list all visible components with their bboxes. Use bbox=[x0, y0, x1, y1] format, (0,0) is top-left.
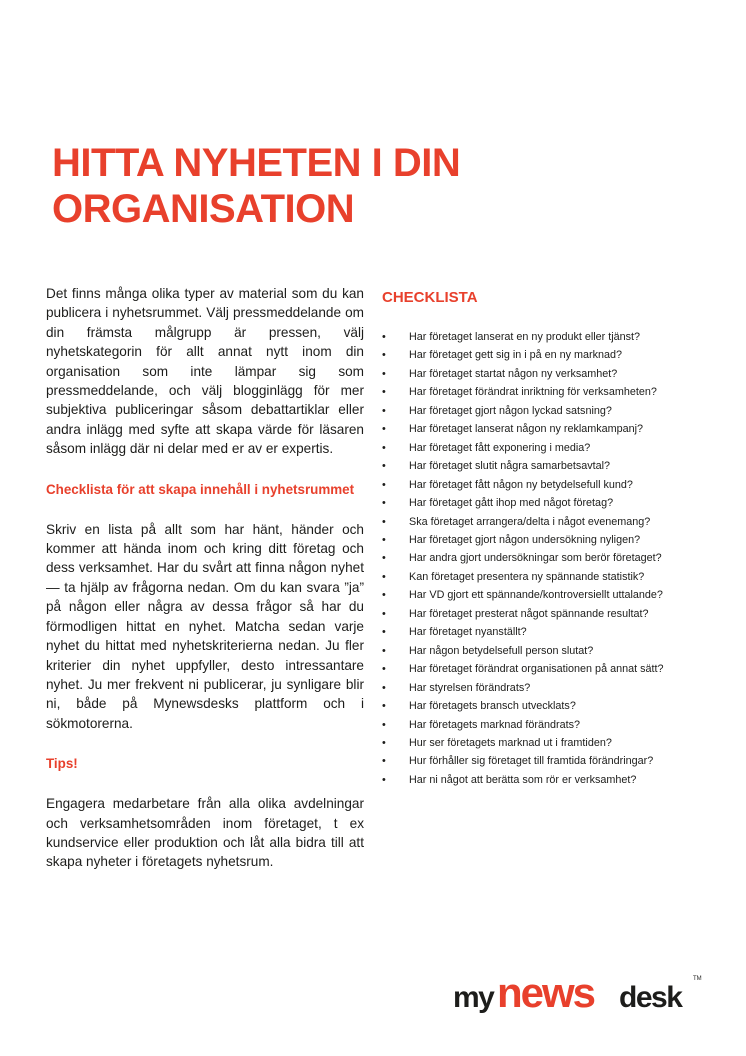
checklist-item bbox=[382, 513, 702, 531]
bullet-icon: • bbox=[382, 681, 386, 694]
mynewsdesk-logo bbox=[453, 969, 703, 1016]
tips-heading: Tips! bbox=[46, 756, 78, 772]
bullet-icon: • bbox=[382, 460, 386, 473]
bullet-icon: • bbox=[382, 386, 386, 399]
logo-trademark: TM bbox=[693, 976, 702, 982]
logo-text-news: news bbox=[497, 969, 595, 1016]
checklist-item bbox=[382, 476, 702, 494]
checklist-item bbox=[382, 457, 702, 475]
checklist-item-text: Har företaget gått ihop med något företag? bbox=[409, 497, 614, 510]
checklist-item bbox=[382, 494, 702, 512]
section-paragraph: Skriv en lista på allt som har hänt, händer och kommer att hända inom och kring ditt företag och dess verksamhet. Har du svårt att finna någon nyhet — ta hjälp av frågorna nedan. Om du kan svara ”ja” på någon eller några av dessa frågor så har du förmodligen hittat en nyhet. Matcha sedan varje nyhet du hittat med nyhetskriterierna nedan. Ju fler kriterier din nyhet uppfyller, desto intressantare nyhet. Ju mer frekvent ni publicerar, ju synligare blir ni, både på Mynewsdesks plattform och i sökmotorerna. bbox=[46, 521, 364, 731]
left-column bbox=[46, 284, 364, 872]
checklist-item-text: Har företaget gjort någon undersökning nyligen? bbox=[409, 533, 641, 546]
checklist-item-text: Har företagets marknad förändrats? bbox=[409, 718, 581, 731]
bullet-icon: • bbox=[382, 441, 386, 454]
checklist-item bbox=[382, 586, 702, 604]
checklist-item-text: Hur förhåller sig företaget till framtida förändringar? bbox=[409, 755, 654, 768]
bullet-icon: • bbox=[382, 718, 386, 731]
checklist-item bbox=[382, 660, 702, 678]
checklist-item bbox=[382, 439, 702, 457]
bullet-icon: • bbox=[382, 700, 386, 713]
checklist-item bbox=[382, 734, 702, 752]
bullet-icon: • bbox=[382, 755, 386, 768]
bullet-icon: • bbox=[382, 607, 386, 620]
checklist-item bbox=[382, 549, 702, 567]
bullet-icon: • bbox=[382, 552, 386, 565]
checklist-item bbox=[382, 605, 702, 623]
bullet-icon: • bbox=[382, 533, 386, 546]
checklist-item-text: Ska företaget arrangera/delta i något evenemang? bbox=[409, 515, 651, 528]
bullet-icon: • bbox=[382, 663, 386, 676]
checklist-item-text: Har VD gjort ett spännande/kontroversiellt uttalande? bbox=[409, 589, 663, 602]
bullet-icon: • bbox=[382, 626, 386, 639]
checklist-item bbox=[382, 420, 702, 438]
section-heading: Checklista för att skapa innehåll i nyhetsrummet bbox=[46, 481, 355, 497]
bullet-icon: • bbox=[382, 367, 386, 380]
checklist-item bbox=[382, 402, 702, 420]
checklist-item-text: Har andra gjort undersökningar som berör företaget? bbox=[409, 552, 662, 565]
bullet-icon: • bbox=[382, 570, 386, 583]
tips-paragraph: Engagera medarbetare från alla olika avdelningar och verksamhetsområden inom företaget, t ex kundservice eller produktion och låt alla bidra till att skapa nyheter i företagets nyhetsrum. bbox=[46, 796, 364, 870]
checklist-item-text: Har företaget nyanställt? bbox=[409, 626, 527, 639]
checklist-heading: CHECKLISTA bbox=[382, 289, 478, 306]
checklist-item bbox=[382, 568, 702, 586]
checklist-item bbox=[382, 679, 702, 697]
checklist-item-text: Har företaget presterat något spännande resultat? bbox=[409, 607, 649, 620]
checklist-item bbox=[382, 716, 702, 734]
checklist-item-text: Har företaget gett sig in i på en ny marknad? bbox=[409, 349, 623, 362]
right-column bbox=[382, 288, 702, 786]
checklist-item bbox=[382, 346, 702, 364]
logo-text-my: my bbox=[453, 981, 494, 1014]
checklist-item-text: Har företaget lanserat någon ny reklamkampanj? bbox=[409, 423, 644, 436]
bullet-icon: • bbox=[382, 515, 386, 528]
checklist-item-text: Har företaget gjort någon lyckad satsning? bbox=[409, 404, 612, 417]
bullet-icon: • bbox=[382, 497, 386, 510]
checklist-item-text: Har företaget startat någon ny verksamhet? bbox=[409, 367, 618, 380]
logo-text-desk: desk bbox=[619, 981, 682, 1014]
checklist-item-text: Kan företaget presentera ny spännande statistik? bbox=[409, 570, 645, 583]
checklist-item-text: Har företaget fått exponering i media? bbox=[409, 441, 591, 454]
checklist-item bbox=[382, 383, 702, 401]
page-title: HITTA NYHETEN I DIN ORGANISATION bbox=[52, 141, 461, 231]
checklist-item bbox=[382, 697, 702, 715]
checklist-item-text: Har företaget förändrat organisationen på annat sätt? bbox=[409, 663, 664, 676]
intro-paragraph: Det finns många olika typer av material som du kan publicera i nyhetsrummet. Välj pressmeddelande om din främsta målgrupp är pressen, välj nyhetskategorin för allt annat nytt inom din organisation som inte lämpar sig som pressmeddelande, och välj blogginlägg för mer subjektiva publiceringar såsom debattartiklar eller andra inlägg med syfte att skapa värde för läsaren såsom inlägg där ni delar med er av er expertis. bbox=[46, 286, 364, 457]
checklist-item bbox=[382, 642, 702, 660]
checklist-item bbox=[382, 531, 702, 549]
bullet-icon: • bbox=[382, 331, 386, 343]
bullet-icon: • bbox=[382, 773, 386, 786]
checklist-item-text: Har ni något att berätta som rör er verksamhet? bbox=[409, 773, 637, 786]
checklist-item bbox=[382, 752, 702, 770]
checklist bbox=[382, 328, 702, 789]
bullet-icon: • bbox=[382, 589, 386, 602]
checklist-item bbox=[382, 771, 702, 789]
checklist-item-text: Hur ser företagets marknad ut i framtiden? bbox=[409, 736, 612, 749]
checklist-item bbox=[382, 328, 702, 346]
checklist-item bbox=[382, 365, 702, 383]
checklist-item-text: Har företaget förändrat inriktning för verksamheten? bbox=[409, 386, 657, 399]
bullet-icon: • bbox=[382, 736, 386, 749]
checklist-item-text: Har styrelsen förändrats? bbox=[409, 681, 531, 694]
bullet-icon: • bbox=[382, 478, 386, 491]
checklist-item-text: Har företaget lanserat en ny produkt eller tjänst? bbox=[409, 331, 641, 343]
bullet-icon: • bbox=[382, 423, 386, 436]
bullet-icon: • bbox=[382, 349, 386, 362]
checklist-item-text: Har företagets bransch utvecklats? bbox=[409, 700, 576, 713]
checklist-item-text: Har företaget fått någon ny betydelsefull kund? bbox=[409, 478, 633, 491]
bullet-icon: • bbox=[382, 644, 386, 657]
checklist-item bbox=[382, 623, 702, 641]
checklist-item-text: Har företaget slutit några samarbetsavtal? bbox=[409, 460, 611, 473]
bullet-icon: • bbox=[382, 404, 386, 417]
checklist-item-text: Har någon betydelsefull person slutat? bbox=[409, 644, 594, 657]
